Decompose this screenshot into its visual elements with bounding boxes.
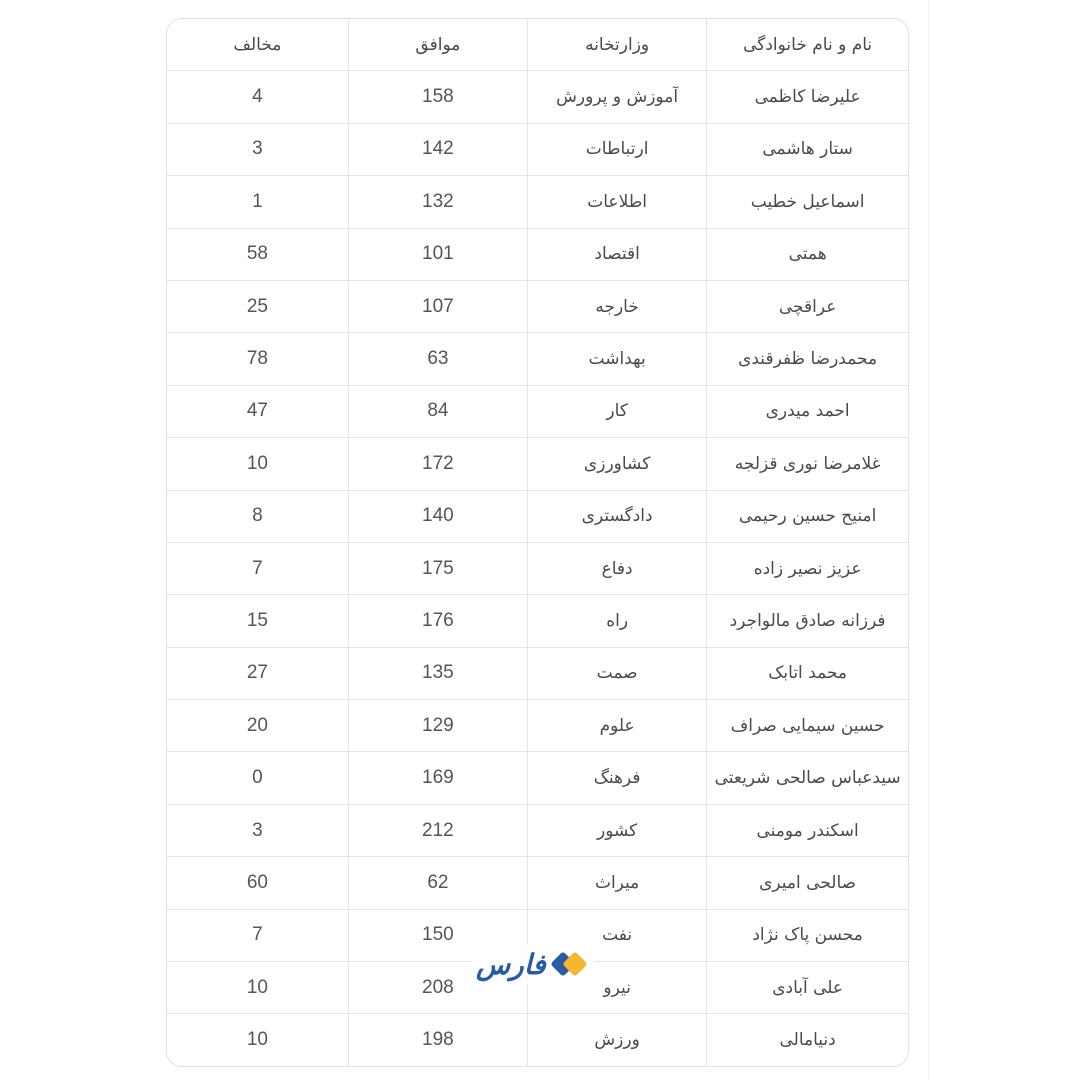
cell-yes-votes: 84 [348,385,527,437]
table-row [167,176,908,228]
header-name: نام و نام خانوادگی [707,19,908,71]
cell-ministry: علوم [528,700,707,752]
cell-yes-votes: 63 [348,333,527,385]
logo-text: فارس [476,947,546,981]
cell-no-votes: 7 [167,909,348,961]
table-row [167,490,908,542]
cell-no-votes: 58 [167,228,348,280]
cell-ministry: صمت [528,647,707,699]
cell-yes-votes: 150 [348,909,527,961]
cell-no-votes: 27 [167,647,348,699]
cell-ministry: ورزش [528,1014,707,1066]
cell-name: علی آبادی [707,962,908,1014]
cell-yes-votes: 212 [348,804,527,856]
table-row [167,1014,908,1066]
cell-ministry: فرهنگ [528,752,707,804]
cell-no-votes: 1 [167,176,348,228]
cell-yes-votes: 142 [348,123,527,175]
header-ministry: وزارتخانه [528,19,707,71]
header-yes-votes: موافق [348,19,527,71]
cell-no-votes: 4 [167,71,348,123]
cell-name: سیدعباس صالحی شریعتی [707,752,908,804]
table-row [167,228,908,280]
cell-name: علیرضا کاظمی [707,71,908,123]
cell-no-votes: 10 [167,962,348,1014]
cell-ministry: اقتصاد [528,228,707,280]
cell-yes-votes: 208 [348,962,527,1014]
cell-name: عزیز نصیر زاده [707,542,908,594]
cell-no-votes: 3 [167,123,348,175]
cell-yes-votes: 132 [348,176,527,228]
cell-yes-votes: 135 [348,647,527,699]
cell-name: ستار هاشمی [707,123,908,175]
cell-no-votes: 3 [167,804,348,856]
fars-news-logo [472,944,594,984]
cell-name: اسماعیل خطیب [707,176,908,228]
vote-results-table-card [166,18,909,1067]
cell-yes-votes: 175 [348,542,527,594]
cell-name: غلامرضا نوری قزلجه [707,438,908,490]
cell-yes-votes: 198 [348,1014,527,1066]
table-row [167,385,908,437]
table-row [167,595,908,647]
table-row [167,700,908,752]
vote-results-table [167,19,908,1066]
cell-no-votes: 15 [167,595,348,647]
cell-ministry: نفت [528,909,707,961]
cell-no-votes: 10 [246,1029,268,1051]
cell-name: صالحی امیری [707,857,908,909]
cell-name: همتی [707,228,908,280]
cell-yes-votes: 129 [348,700,527,752]
cell-no-votes: 60 [167,857,348,909]
cell-name: احمد میدری [707,385,908,437]
cell-ministry: میراث [528,857,707,909]
cell-ministry: اطلاعات [528,176,707,228]
cell-yes-votes: 101 [348,228,527,280]
cell-yes-votes: 169 [348,752,527,804]
table-header-row [167,19,908,71]
table-row [167,647,908,699]
cell-ministry: بهداشت [528,333,707,385]
cell-name: اسکندر مومنی [707,804,908,856]
cell-ministry: خارجه [528,280,707,332]
cell-ministry: کشور [528,804,707,856]
cell-no-votes: 78 [167,333,348,385]
cell-ministry: ارتباطات [528,123,707,175]
page-divider [928,0,929,1080]
cell-yes-votes: 140 [348,490,527,542]
cell-no-votes: 25 [167,280,348,332]
cell-name: امنیح حسین رحیمی [707,490,908,542]
cell-ministry: دادگستری [528,490,707,542]
table-row [167,333,908,385]
table-row [167,857,908,909]
cell-yes-votes: 158 [348,71,527,123]
cell-ministry: دفاع [528,542,707,594]
diamond-logo-icon [550,949,590,979]
table-row [167,71,908,123]
cell-yes-votes: 172 [348,438,527,490]
cell-no-votes: 7 [167,542,348,594]
cell-yes-votes: 62 [348,857,527,909]
cell-ministry: آموزش و پرورش [528,71,707,123]
cell-no-votes: 47 [167,385,348,437]
cell-name: فرزانه صادق مالواجرد [707,595,908,647]
table-row [167,542,908,594]
cell-ministry: راه [528,595,707,647]
table-row [167,752,908,804]
table-row [167,804,908,856]
cell-name: محمدرضا ظفرقندی [707,333,908,385]
header-no-votes: مخالف [167,19,348,71]
cell-name: محمد اتابک [707,647,908,699]
cell-no-votes: 0 [167,752,348,804]
cell-no-votes: 10 [167,438,348,490]
cell-ministry: نیرو [528,962,707,1014]
cell-name: محسن پاک نژاد [707,909,908,961]
table-row [167,438,908,490]
table-row [167,123,908,175]
table-row [167,280,908,332]
cell-name: عراقچی [707,280,908,332]
cell-yes-votes: 107 [348,280,527,332]
cell-no-votes: 8 [167,490,348,542]
cell-ministry: کشاورزی [528,438,707,490]
cell-yes-votes: 176 [348,595,527,647]
cell-name: دنیامالی [707,1014,908,1066]
cell-no-votes: 20 [167,700,348,752]
cell-name: حسین سیمایی صراف [707,700,908,752]
cell-ministry: کار [528,385,707,437]
